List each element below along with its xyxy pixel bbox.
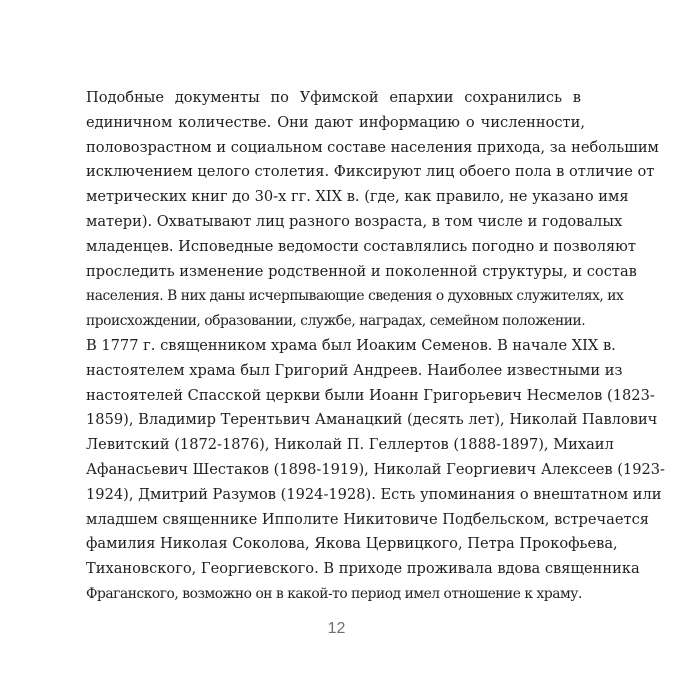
- text-line: происхождении, образовании, службе, наградах, семейном положении.: [86, 313, 586, 330]
- text-line: метрических книг до 30-х гг. XIX в. (где, как правило, не указано имя: [86, 188, 629, 206]
- text-line: младшем священнике Ипполите Никитовиче Подбельском, встречается: [86, 510, 649, 528]
- text-line: 1924), Дмитрий Разумов (1924-1928). Есть упоминания о внештатном или: [86, 485, 662, 503]
- paragraph-church-rectors: [86, 334, 665, 607]
- text-line: настоятелем храма был Григорий Андреев. Наиболее известными из: [86, 361, 623, 379]
- text-line: Подобные документы по Уфимской епархии сохранились в: [86, 89, 581, 106]
- text-line: Левитский (1872-1876), Николай П. Геллертов (1888-1897), Михаил: [86, 436, 614, 454]
- text-line: половозрастном и социальном составе населения прихода, за небольшим: [86, 138, 659, 156]
- text-line: единичном количестве. Они дают информацию о численности,: [86, 113, 585, 131]
- text-line: исключением целого столетия. Фиксируют лиц обоего пола в отличие от: [86, 163, 655, 181]
- text-line: Тихановского, Георгиевского. В приходе проживала вдова священника: [86, 560, 640, 578]
- text-line: матери). Охватывают лиц разного возраста, в том числе и годовалых: [86, 212, 623, 230]
- text-line: проследить изменение родственной и поколенной структуры, и состав: [86, 262, 637, 280]
- text-line: младенцев. Исповедные ведомости составлялись погодно и позволяют: [86, 237, 636, 255]
- text-line: В 1777 г. священником храма был Иоаким Семенов. В начале XIX в.: [86, 336, 616, 354]
- text-line: Афанасьевич Шестаков (1898-1919), Николай Георгиевич Алексеев (1923-: [86, 460, 665, 478]
- paragraph-confession-records: [86, 86, 659, 334]
- page-number: 12: [327, 620, 346, 637]
- text-line: Фраганского, возможно он в какой-то период имел отношение к храму.: [86, 585, 582, 602]
- text-line: 1859), Владимир Терентьвич Аманацкий (десять лет), Николай Павлович: [86, 411, 658, 429]
- body-text: [86, 86, 665, 607]
- text-line: фамилия Николая Соколова, Якова Цервицкого, Петра Прокофьева,: [86, 535, 618, 553]
- text-line: населения. В них даны исчерпывающие сведения о духовных служителях, их: [86, 288, 624, 305]
- text-line: настоятелей Спасской церкви были Иоанн Григорьевич Несмелов (1823-: [86, 386, 655, 404]
